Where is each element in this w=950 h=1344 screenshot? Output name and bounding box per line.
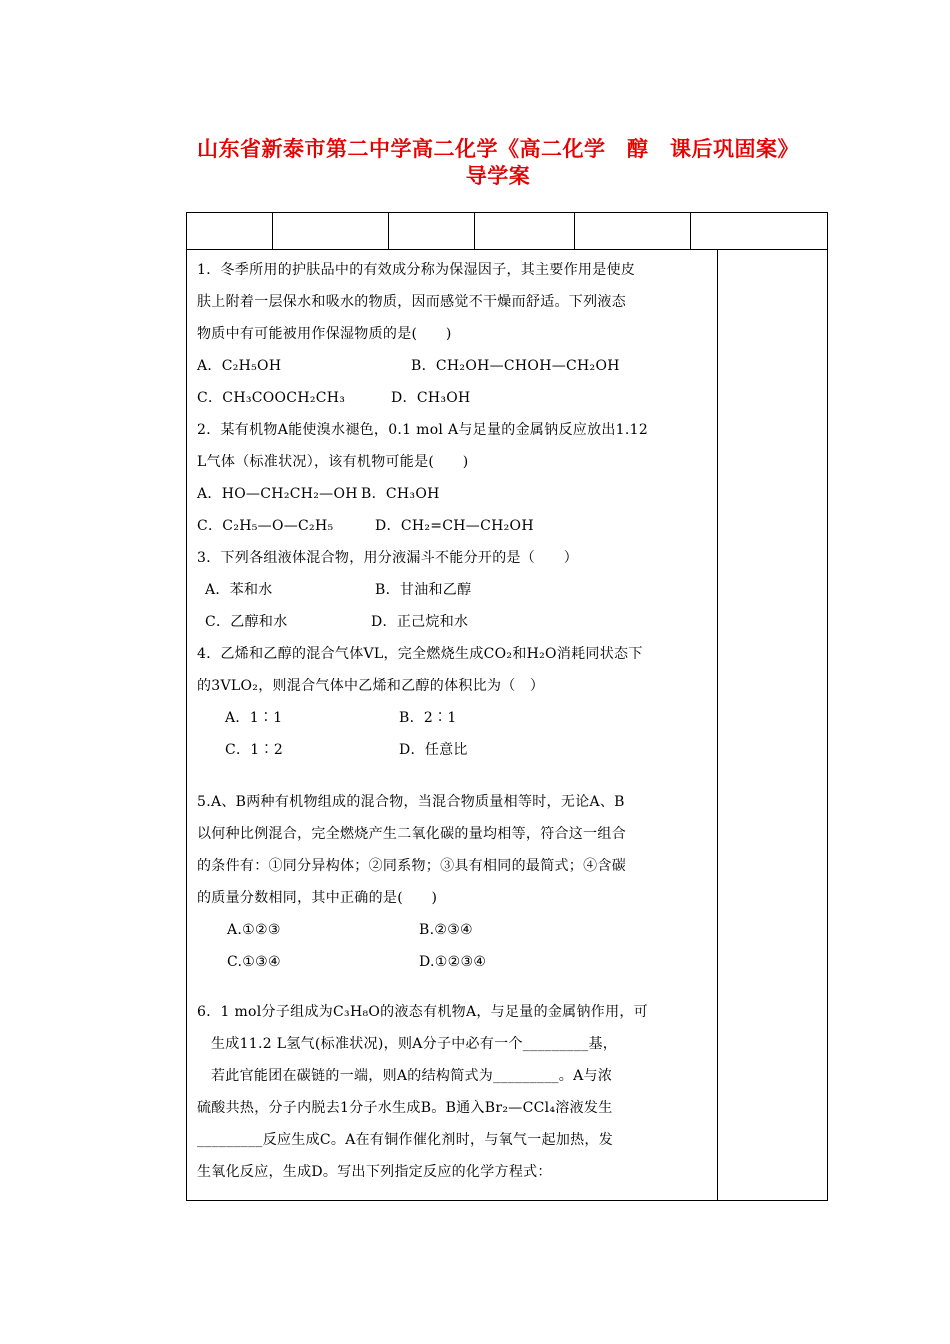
option-c: C．C₂H₅—O—C₂H₅ (197, 518, 334, 534)
option-c: C.①③④ (227, 954, 281, 970)
option-d: D.①②③④ (419, 954, 487, 970)
option-b: B.②③④ (419, 922, 473, 938)
options-row (197, 350, 709, 382)
spacer (197, 766, 709, 786)
question-text: 生氧化反应，生成D。写出下列指定反应的化学方程式： (197, 1164, 552, 1180)
header-cell (691, 213, 828, 250)
option-c: C．CH₃COOCH₂CH₃ (197, 390, 346, 406)
option-a: A．C₂H₅OH (197, 358, 282, 374)
question-text: L气体（标准状况），该有机物可能是( ) (197, 454, 469, 470)
question-text: 的质量分数相同，其中正确的是( ) (197, 890, 438, 906)
questions-cell (187, 250, 718, 1201)
header-cell (475, 213, 575, 250)
question-text: 3．下列各组液体混合物，用分液漏斗不能分开的是（ ） (197, 550, 579, 566)
options-row (197, 606, 709, 638)
header-cell (389, 213, 475, 250)
question-5 (197, 786, 709, 978)
question-4 (197, 638, 709, 766)
option-b: B．CH₂OH—CHOH—CH₂OH (411, 358, 620, 374)
question-text: 的3VLO₂，则混合气体中乙烯和乙醇的体积比为（ ） (197, 678, 545, 694)
content-row (187, 250, 828, 1201)
options-row (197, 382, 709, 414)
option-a: A．HO—CH₂CH₂—OH (197, 486, 358, 502)
spacer (197, 978, 709, 996)
header-cell (187, 213, 273, 250)
question-text: 以何种比例混合，完全燃烧产生二氧化碳的量均相等，符合这一组合 (197, 826, 626, 842)
document-title (140, 136, 856, 190)
options-row (197, 574, 709, 606)
question-text: _________反应生成C。A在有铜作催化剂时，与氧气一起加热，发 (197, 1132, 614, 1148)
question-text: 硫酸共热，分子内脱去1分子水生成B。B通入Br₂—CCl₄溶液发生 (197, 1100, 613, 1116)
question-text: 物质中有可能被用作保湿物质的是( ) (197, 326, 452, 342)
option-c: C．乙醇和水 (205, 614, 288, 630)
option-d: D．CH₂=CH—CH₂OH (375, 518, 534, 534)
header-row (187, 213, 828, 250)
option-d: D．任意比 (399, 742, 468, 758)
option-d: D．CH₃OH (391, 390, 471, 406)
question-text: 1．冬季所用的护肤品中的有效成分称为保湿因子，其主要作用是使皮 (197, 262, 636, 278)
options-row (197, 478, 709, 510)
options-row (197, 702, 709, 734)
option-d: D．正己烷和水 (371, 614, 469, 630)
option-a: A．1∶1 (225, 710, 283, 726)
options-row (197, 946, 709, 978)
options-row (197, 734, 709, 766)
questions-content (187, 250, 717, 1200)
question-text: 若此官能团在碳链的一端，则A的结构简式为_________。A与浓 (211, 1068, 613, 1084)
option-a: A．苯和水 (205, 582, 273, 598)
option-a: A.①②③ (227, 922, 281, 938)
notes-column-cell (718, 250, 828, 1201)
question-2 (197, 414, 709, 542)
question-text: 肤上附着一层保水和吸水的物质，因而感觉不干燥而舒适。下列液态 (197, 294, 626, 310)
worksheet-table (186, 212, 828, 1201)
option-b: B．甘油和乙醇 (375, 582, 472, 598)
options-row (197, 914, 709, 946)
question-text: 2．某有机物A能使溴水褪色，0.1 mol A与足量的金属钠反应放出1.12 (197, 422, 649, 438)
question-text: 的条件有：①同分异构体；②同系物；③具有相同的最简式；④含碳 (197, 858, 626, 874)
question-1 (197, 254, 709, 414)
header-cell (273, 213, 389, 250)
question-text: 生成11.2 L氢气(标准状况)，则A分子中必有一个_________基， (211, 1036, 618, 1052)
title-line-2: 导学案 (465, 164, 531, 188)
options-row (197, 510, 709, 542)
header-cell (575, 213, 691, 250)
option-b: B．2∶1 (399, 710, 457, 726)
question-text: 4．乙烯和乙醇的混合气体VL，完全燃烧生成CO₂和H₂O消耗同状态下 (197, 646, 643, 662)
question-3 (197, 542, 709, 638)
question-6 (197, 996, 709, 1188)
question-text: 5.A、B两种有机物组成的混合物，当混合物质量相等时，无论A、B (197, 794, 625, 810)
option-c: C．1∶2 (225, 742, 284, 758)
title-line-1: 山东省新泰市第二中学高二化学《高二化学 醇 课后巩固案》 (197, 137, 799, 161)
question-text: 6．1 mol分子组成为C₃H₈O的液态有机物A，与足量的金属钠作用，可 (197, 1004, 648, 1020)
option-b: B．CH₃OH (361, 486, 440, 502)
